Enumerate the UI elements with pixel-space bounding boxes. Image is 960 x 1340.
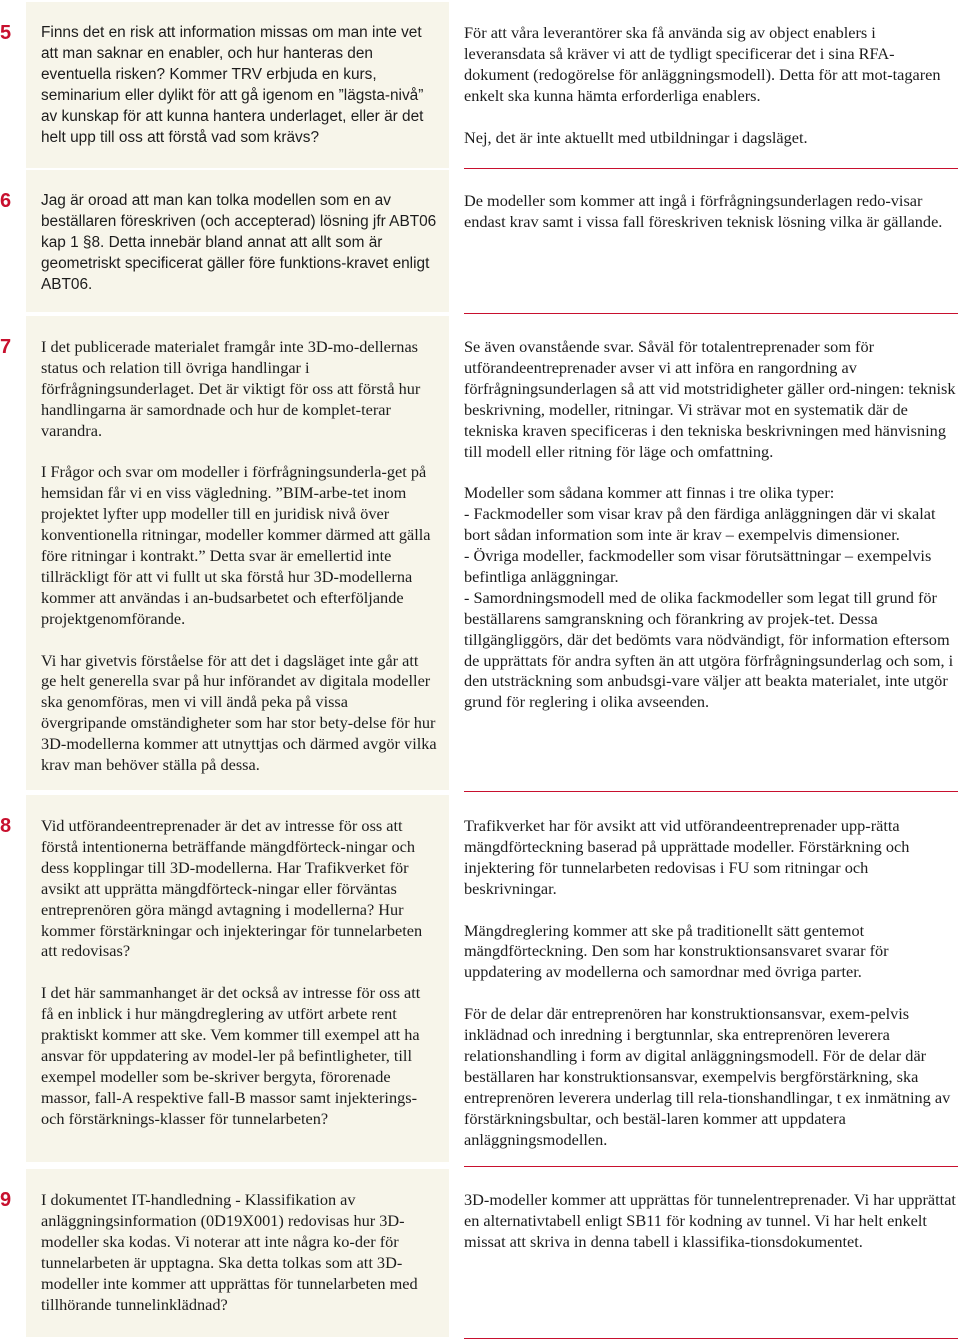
row-divider	[464, 313, 958, 314]
answer-paragraph: Trafikverket har för avsikt att vid utförandeentreprenader upp-rätta mängdförteckning baserad på upprättade modeller. Förstärkning och injektering för tunnelarbeten redovisas i FU som ritningar och beskrivningar.	[464, 816, 910, 898]
row-divider	[464, 1166, 958, 1167]
question-number: 8	[0, 815, 12, 837]
answer-box	[464, 2, 958, 148]
question-paragraph: Vi har givetvis förståelse för att det i dagsläget inte går att ge helt generella svar på hur införandet av digitala modeller ska genomföras, men vi vill ändå peka på vissa övergripande omständigheter som har stor bety-delse för hur 3D-modellerna kommer att utnyttjas och därmed avgör vilka krav man behöver ställa på dessa.	[41, 650, 437, 775]
answer-box	[464, 170, 958, 233]
row-divider	[464, 168, 958, 169]
row-divider	[464, 1338, 958, 1339]
qa-row-6	[0, 170, 960, 312]
qa-row-9	[0, 1169, 960, 1337]
qa-row-8	[0, 795, 960, 1162]
qa-row-7	[0, 316, 960, 790]
question-number: 5	[0, 22, 12, 44]
question-number: 7	[0, 336, 12, 358]
question-paragraph: Jag är oroad att man kan tolka modellen som en av beställaren föreskriven (och accepterad) lösning jfr ABT06 kap 1 §8. Detta innebär bland annat att allt som är geometriskt specificerat gäller före funktions-kravet enligt ABT06.	[41, 192, 437, 293]
question-box	[26, 1169, 449, 1337]
question-paragraph: Vid utförandeentreprenader är det av intresse för oss att förstå intentionerna beträffande mängdförteck-ningar och dess kopplingar till 3D-modellerna. Har Trafikverket för avsikt att upprätta mängdförteck-ningar eller förväntas entreprenören göra mängd avtagning i modellerna? Hur kommer förstärkningar och injekteringar för tunnelarbeten att redovisas?	[41, 816, 423, 961]
answer-paragraph: Mängdreglering kommer att ske på traditionellt sätt gentemot mängdförteckning. Den som har konstruktionsansvaret svarar för uppdatering av modellerna och samordnar med övriga parter.	[464, 920, 889, 982]
answer-paragraph: Nej, det är inte aktuellt med utbildningar i dagsläget.	[464, 127, 808, 147]
answer-paragraph: För de delar där entreprenören har konstruktionsansvar, exem-pelvis inklädnad och inredning i bergtunnlar, ska entreprenören leverera relationshandling i form av digital anläggningsmodell. För de delar där beställaren har konstruktionsansvar, exempelvis bergförstärkning, ska entreprenören leverera underlag till rela-tionshandlingar, t ex inmätning av förstärkningsbultar, och bestäl-laren kommer att uppdatera anläggningsmodellen.	[464, 1004, 951, 1149]
answer-paragraph: De modeller som kommer att ingå i förfrågningsunderlagen redo-visar endast krav samt i vissa fall föreskriven teknisk lösning vilka är gällande.	[464, 191, 943, 231]
question-paragraph: I dokumentet IT-handledning - Klassifikation av anläggningsinformation (0D19X001) redovisas hur 3D-modeller ska kodas. Vi noterar att inte några ko-der för tunnelarbeten är upptagna. Ska detta tolkas som att 3D-modeller inte kommer att upprättas för tunnelarbeten med tillhörande tunnelinklädnad?	[41, 1190, 418, 1314]
question-number: 9	[0, 1189, 12, 1211]
answer-paragraph: 3D-modeller kommer att upprättas för tunnelentreprenader. Vi har upprättat en alternativtabell enligt SB11 för kodning av tunnel. Vi har helt enkelt missat att skriva in denna tabell i klassifika-tionsdokumentet.	[464, 1190, 956, 1251]
question-number: 6	[0, 190, 12, 212]
qa-row-5	[0, 2, 960, 168]
question-paragraph: Finns det en risk att information missas om man inte vet att man saknar en enabler, och hur hanteras den eventuella risken? Kommer TRV erbjuda en kurs, seminarium eller dylikt för att gå igenom en ”lägsta-nivå” av kunskap för att kunna hantera underlaget, eller är det helt upp till oss att förstå vad som krävs?	[41, 24, 424, 146]
question-paragraph: I det publicerade materialet framgår inte 3D-mo-dellernas status och relation till övriga handlingar i förfrågningsunderlaget. Det är viktigt för oss att förstå hur handlingarna är samordnade och hur de komplet-terar varandra.	[41, 337, 421, 440]
question-paragraph: I Frågor och svar om modeller i förfrågningsunderla-get på hemsidan får vi en viss vägledning. ”BIM-arbe-tet inom projektet lyfter upp modeller till en juridisk nivå över konventionella ritningar, modeller kommer därmed att gälla före ritningar i kontrakt.” Detta svar är emellertid inte tillräckligt för att vi fullt ut ska förstå hur 3D-modellerna kommer att användas i an-budsarbetet och efterföljande projektgenomförande.	[41, 462, 431, 628]
question-box	[26, 795, 449, 1162]
answer-box	[464, 795, 958, 1150]
answer-box	[464, 316, 958, 713]
answer-paragraph: Se även ovanstående svar. Såväl för totalentreprenader som för utförandeentreprenader avser vi att införa en rangordning av förfrågningsunderlagen så att vid motstridigheter gäller ord-ningen: teknisk beskrivning, modeller, ritningar. Vi strävar mot en systematik där de tekniska kraven specificeras i den tekniska beskrivningen med hänvisning till modell eller ritning för läge och omfattning.	[464, 337, 956, 461]
row-divider	[464, 791, 958, 792]
answer-paragraph: För att våra leverantörer ska få använda sig av object enablers i leveransdata så kräver vi att de tydligt specificerar det i sina RFA-dokument (redogörelse för anläggningsmodell). Detta för att mot-tagaren enkelt ska kunna hämta erforderliga enablers.	[464, 23, 941, 105]
question-box	[26, 2, 449, 168]
question-box	[26, 170, 449, 312]
question-paragraph: I det här sammanhanget är det också av intresse för oss att få en inblick i hur mängdreglering av utfört arbete rent praktiskt kommer att ske. Vem kommer till exempel att ha ansvar för uppdatering av model-ler på befintligheter, till exempel modeller som be-skriver bergyta, förorenade massor, fall-A respektive fall-B massor samt injekterings- och förstärknings-klasser för tunnelarbeten?	[41, 983, 421, 1128]
answer-paragraph: Modeller som sådana kommer att finnas i tre olika typer: - Fackmodeller som visar krav på den färdiga anläggningen där vi skalat bort sådan information som inte är krav – exempelvis dimensioner. - Övriga modeller, fackmodeller som visar förutsättningar – exempelvis befintliga anläggningar. - Samordningsmodell med de olika fackmodeller som legat till grund för beställarens samgranskning och förankring av projek-tet. Dessa tillgängliggörs, där det bedömts vara nödvändigt, för information eftersom de upprättats för andra syften än att utgöra förfrågningsunderlag och som, i den utsträckning som anbudsgi-vare väljer att beakta materialet, inte utgör grund för reglering i olika avseenden.	[464, 483, 954, 712]
answer-box	[464, 1169, 958, 1253]
question-box	[26, 316, 449, 790]
